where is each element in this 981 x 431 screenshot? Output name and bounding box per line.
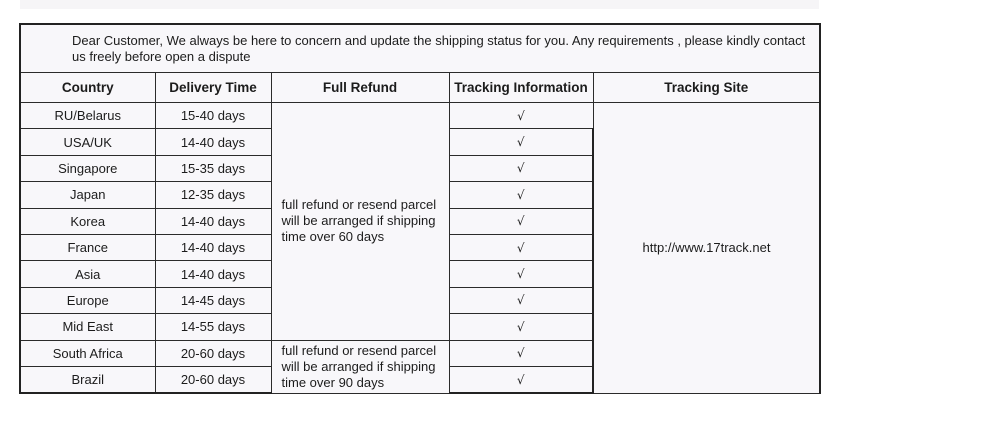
delivery-time-cell: 20-60 days (155, 366, 271, 393)
tracking-check: √ (449, 208, 593, 234)
header-tracking-information: Tracking Information (449, 73, 593, 103)
country-cell: Mid East (20, 314, 155, 340)
tracking-check: √ (449, 234, 593, 260)
country-cell: Asia (20, 261, 155, 287)
shipping-info-table (19, 23, 821, 394)
table-row (20, 103, 820, 129)
header-tracking-site: Tracking Site (593, 73, 820, 103)
tracking-check: √ (449, 129, 593, 155)
country-cell: Singapore (20, 155, 155, 181)
delivery-time-cell: 14-55 days (155, 314, 271, 340)
country-cell: USA/UK (20, 129, 155, 155)
delivery-time-cell: 15-35 days (155, 155, 271, 181)
country-cell: Europe (20, 287, 155, 313)
table-header-row (20, 73, 820, 103)
tracking-check: √ (449, 340, 593, 366)
refund-policy-60-days: full refund or resend parcel will be arranged if shipping time over 60 days (271, 103, 449, 341)
delivery-time-cell: 14-40 days (155, 208, 271, 234)
tracking-check: √ (449, 314, 593, 340)
country-cell: Japan (20, 182, 155, 208)
tracking-check: √ (449, 366, 593, 393)
country-cell: France (20, 234, 155, 260)
header-full-refund: Full Refund (271, 73, 449, 103)
header-country: Country (20, 73, 155, 103)
refund-policy-90-days: full refund or resend parcel will be arranged if shipping time over 90 days (271, 340, 449, 393)
delivery-time-cell: 12-35 days (155, 182, 271, 208)
delivery-time-cell: 14-40 days (155, 261, 271, 287)
delivery-time-cell: 14-40 days (155, 234, 271, 260)
tracking-check: √ (449, 287, 593, 313)
delivery-time-cell: 20-60 days (155, 340, 271, 366)
tracking-check: √ (449, 103, 593, 129)
tracking-check: √ (449, 261, 593, 287)
customer-notice: Dear Customer, We always be here to concern and update the shipping status for you. Any requirements , please kindly contact us freely before open a dispute (20, 24, 820, 73)
tracking-check: √ (449, 155, 593, 181)
delivery-time-cell: 15-40 days (155, 103, 271, 129)
delivery-time-cell: 14-45 days (155, 287, 271, 313)
header-delivery-time: Delivery Time (155, 73, 271, 103)
country-cell: South Africa (20, 340, 155, 366)
country-cell: Korea (20, 208, 155, 234)
country-cell: RU/Belarus (20, 103, 155, 129)
country-cell: Brazil (20, 366, 155, 393)
tracking-site-link[interactable]: http://www.17track.net (593, 103, 820, 394)
delivery-time-cell: 14-40 days (155, 129, 271, 155)
top-strip (20, 0, 819, 9)
tracking-check: √ (449, 182, 593, 208)
